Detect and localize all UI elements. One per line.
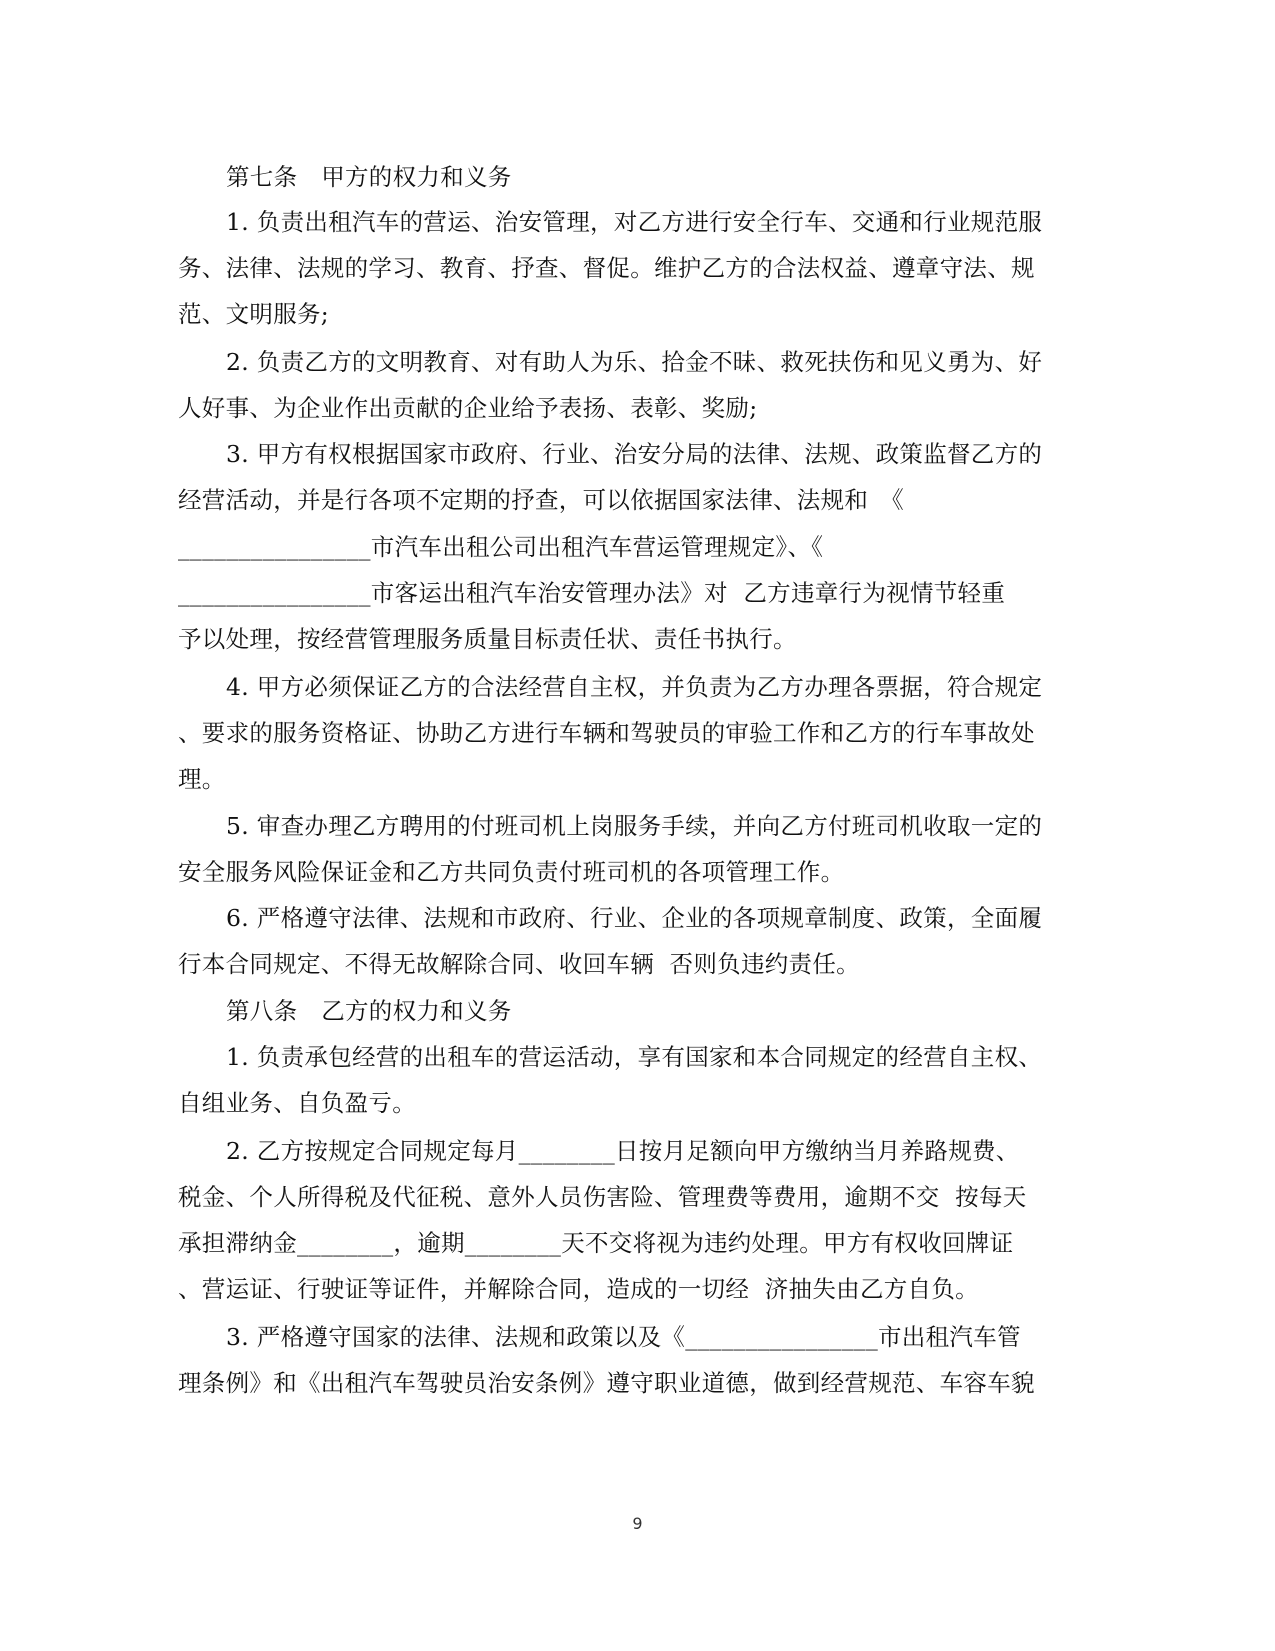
- text-line: 3. 严格遵守国家的法律、法规和政策以及《________________市出租汽车管: [226, 1323, 1021, 1351]
- text-line: 行本合同规定、不得无故解除合同、收回车辆 否则负违约责任。: [178, 950, 860, 978]
- text-line: 理条例》和《出租汽车驾驶员治安条例》遵守职业道德，做到经营规范、车容车貌: [178, 1369, 1035, 1397]
- text-line: 6. 严格遵守法律、法规和市政府、行业、企业的各项规章制度、政策，全面履: [226, 904, 1043, 932]
- text-line: ________________市汽车出租公司出租汽车营运管理规定》、《: [178, 533, 824, 561]
- article-heading: 第七条 甲方的权力和义务: [226, 163, 512, 191]
- text-line: 、营运证、行驶证等证件，并解除合同，造成的一切经 济抽失由乙方自负。: [178, 1275, 979, 1303]
- text-line: ________________市客运出租汽车治安管理办法》对 乙方违章行为视情节轻重: [178, 579, 1006, 607]
- article-heading: 第八条 乙方的权力和义务: [226, 997, 512, 1025]
- text-line: 范、文明服务;: [178, 300, 330, 328]
- page-number: 9: [632, 1514, 643, 1533]
- text-line: 2. 负责乙方的文明教育、对有助人为乐、拾金不昧、救死扶伤和见义勇为、好: [226, 348, 1043, 376]
- text-line: 人好事、为企业作出贡献的企业给予表扬、表彰、奖励;: [178, 394, 758, 422]
- text-line: 1. 负责承包经营的出租车的营运活动，享有国家和本合同规定的经营自主权、: [226, 1043, 1043, 1071]
- text-line: 自组业务、自负盈亏。: [178, 1089, 416, 1117]
- text-line: 4. 甲方必须保证乙方的合法经营自主权，并负责为乙方办理各票据，符合规定: [226, 673, 1043, 701]
- text-line: 、要求的服务资格证、协助乙方进行车辆和驾驶员的审验工作和乙方的行车事故处: [178, 719, 1035, 747]
- text-line: 务、法律、法规的学习、教育、抒查、督促。维护乙方的合法权益、遵章守法、规: [178, 254, 1035, 282]
- text-line: 税金、个人所得税及代征税、意外人员伤害险、管理费等费用，逾期不交 按每天: [178, 1183, 1027, 1211]
- text-line: 安全服务风险保证金和乙方共同负责付班司机的各项管理工作。: [178, 858, 845, 886]
- text-line: 予以处理，按经营管理服务质量目标责任状、责任书执行。: [178, 625, 797, 653]
- text-line: 1. 负责出租汽车的营运、治安管理，对乙方进行安全行车、交通和行业规范服: [226, 208, 1043, 236]
- text-line: 3. 甲方有权根据国家市政府、行业、治安分局的法律、法规、政策监督乙方的: [226, 440, 1043, 468]
- text-line: 经营活动，并是行各项不定期的抒查，可以依据国家法律、法规和 《: [178, 486, 905, 514]
- text-line: 5. 审查办理乙方聘用的付班司机上岗服务手续，并向乙方付班司机收取一定的: [226, 812, 1043, 840]
- text-line: 2. 乙方按规定合同规定每月________日按月足额向甲方缴纳当月养路规费、: [226, 1137, 1020, 1165]
- text-line: 理。: [178, 765, 226, 793]
- text-line: 承担滞纳金________，逾期________天不交将视为违约处理。甲方有权收回牌证: [178, 1229, 1014, 1257]
